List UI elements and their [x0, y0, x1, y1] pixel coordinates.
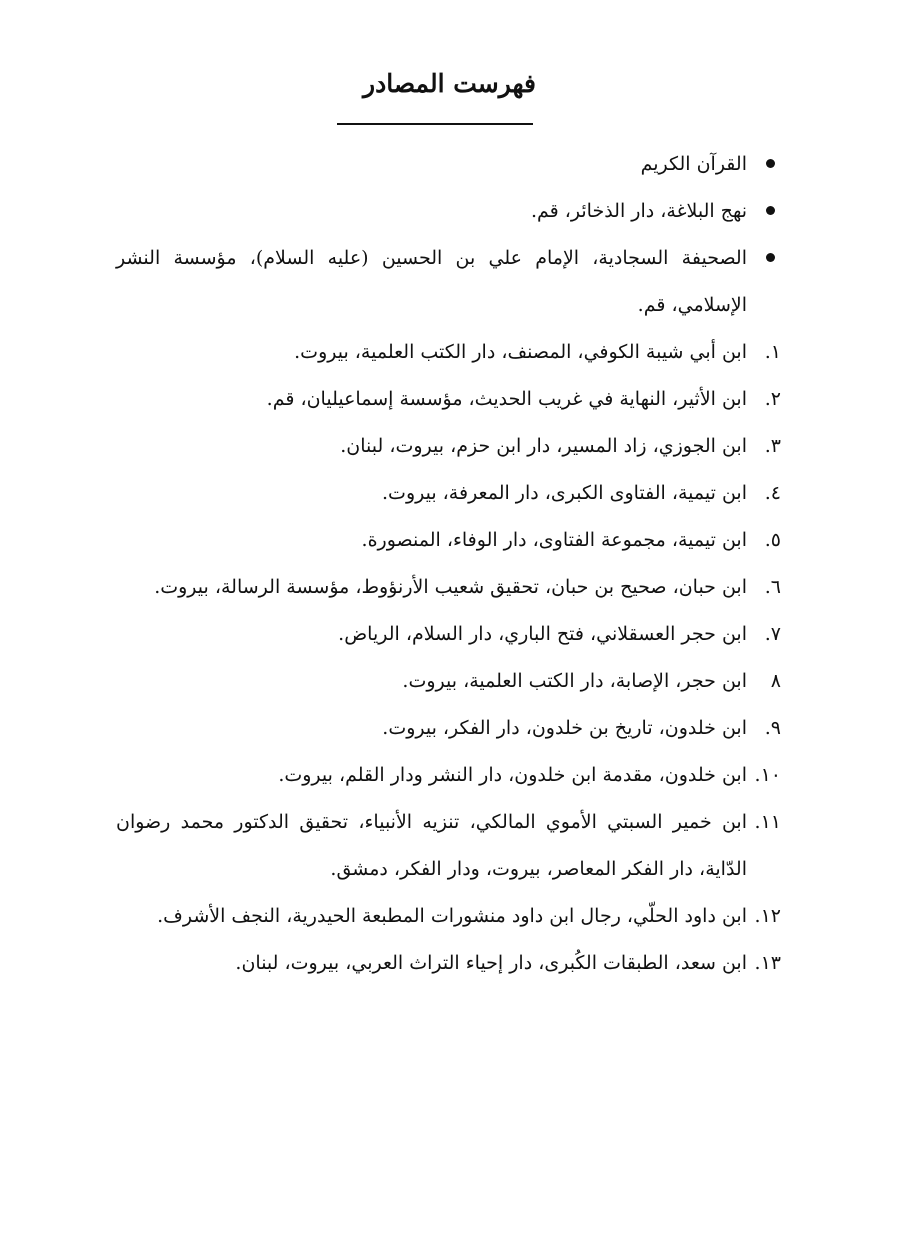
entry-text: ابن الجوزي، زاد المسير، دار ابن حزم، بيروت، لبنان.	[340, 435, 747, 457]
source-entry	[116, 329, 781, 376]
entry-number: ٨	[770, 670, 781, 692]
bullet-dot-icon	[766, 159, 775, 168]
source-entry	[116, 235, 781, 329]
bullet-dot-icon	[766, 206, 775, 215]
source-entry	[116, 470, 781, 517]
source-entry	[116, 752, 781, 799]
entry-text: القرآن الكريم	[640, 153, 747, 175]
entry-number: ١١.	[754, 811, 781, 833]
bullet-marker	[747, 188, 781, 235]
entry-text: ابن تيمية، الفتاوى الكبرى، دار المعرفة، بيروت.	[382, 482, 747, 504]
page-title: فهرست المصادر	[363, 69, 536, 98]
bullet-marker	[747, 141, 781, 188]
entry-number: ١٠.	[754, 764, 781, 786]
entry-text: ابن خلدون، مقدمة ابن خلدون، دار النشر ودار القلم، بيروت.	[278, 764, 747, 786]
source-entry	[116, 564, 781, 611]
entry-text: نهج البلاغة، دار الذخائر، قم.	[530, 200, 747, 222]
entry-text: ابن سعد، الطبقات الكُبرى، دار إحياء التراث العربي، بيروت، لبنان.	[235, 952, 747, 974]
entry-text: ابن خلدون، تاريخ بن خلدون، دار الفكر، بيروت.	[382, 717, 747, 739]
source-entry	[116, 517, 781, 564]
title-underline	[337, 123, 533, 125]
source-entry	[116, 799, 781, 893]
source-entry	[116, 658, 781, 705]
entry-number: ١٣.	[754, 952, 781, 974]
entry-number: ٥.	[764, 529, 781, 551]
entry-number: ٧.	[764, 623, 781, 645]
entry-text: الصحيفة السجادية، الإمام علي بن الحسين (عليه السلام)، مؤسسة النشر الإسلامي، قم.	[116, 247, 747, 316]
entry-number: ٣.	[764, 435, 781, 457]
entry-text: ابن خمير السبتي الأموي المالكي، تنزيه الأنبياء، تحقيق الدكتور محمد رضوان الدّاية، دار الفكر المعاصر، بيروت، ودار الفكر، دمشق.	[116, 811, 747, 880]
entry-number: ٢.	[764, 388, 781, 410]
entry-number: ٩.	[764, 717, 781, 739]
entry-text: ابن حبان، صحيح بن حبان، تحقيق شعيب الأرنؤوط، مؤسسة الرسالة، بيروت.	[154, 576, 747, 598]
entry-number: ١٢.	[754, 905, 781, 927]
source-entry	[116, 141, 781, 188]
entry-text: ابن حجر العسقلاني، فتح الباري، دار السلام، الرياض.	[338, 623, 747, 645]
entry-text: ابن تيمية، مجموعة الفتاوى، دار الوفاء، المنصورة.	[361, 529, 747, 551]
sources-list	[116, 141, 781, 987]
source-entry	[116, 188, 781, 235]
entry-text: ابن أبي شيبة الكوفي، المصنف، دار الكتب العلمية، بيروت.	[294, 341, 747, 363]
source-entry	[116, 893, 781, 940]
entry-number: ٦.	[764, 576, 781, 598]
entry-text: ابن حجر، الإصابة، دار الكتب العلمية، بيروت.	[402, 670, 747, 692]
entry-text: ابن داود الحلّي، رجال ابن داود منشورات المطبعة الحيدرية، النجف الأشرف.	[157, 905, 747, 927]
source-entry	[116, 376, 781, 423]
bullet-dot-icon	[766, 253, 775, 262]
source-entry	[116, 611, 781, 658]
entry-number: ١.	[764, 341, 781, 363]
source-entry	[116, 940, 781, 987]
source-entry	[116, 423, 781, 470]
entry-text: ابن الأثير، النهاية في غريب الحديث، مؤسسة إسماعيليان، قم.	[266, 388, 747, 410]
entry-number: ٤.	[764, 482, 781, 504]
source-entry	[116, 705, 781, 752]
bullet-marker	[747, 235, 781, 282]
